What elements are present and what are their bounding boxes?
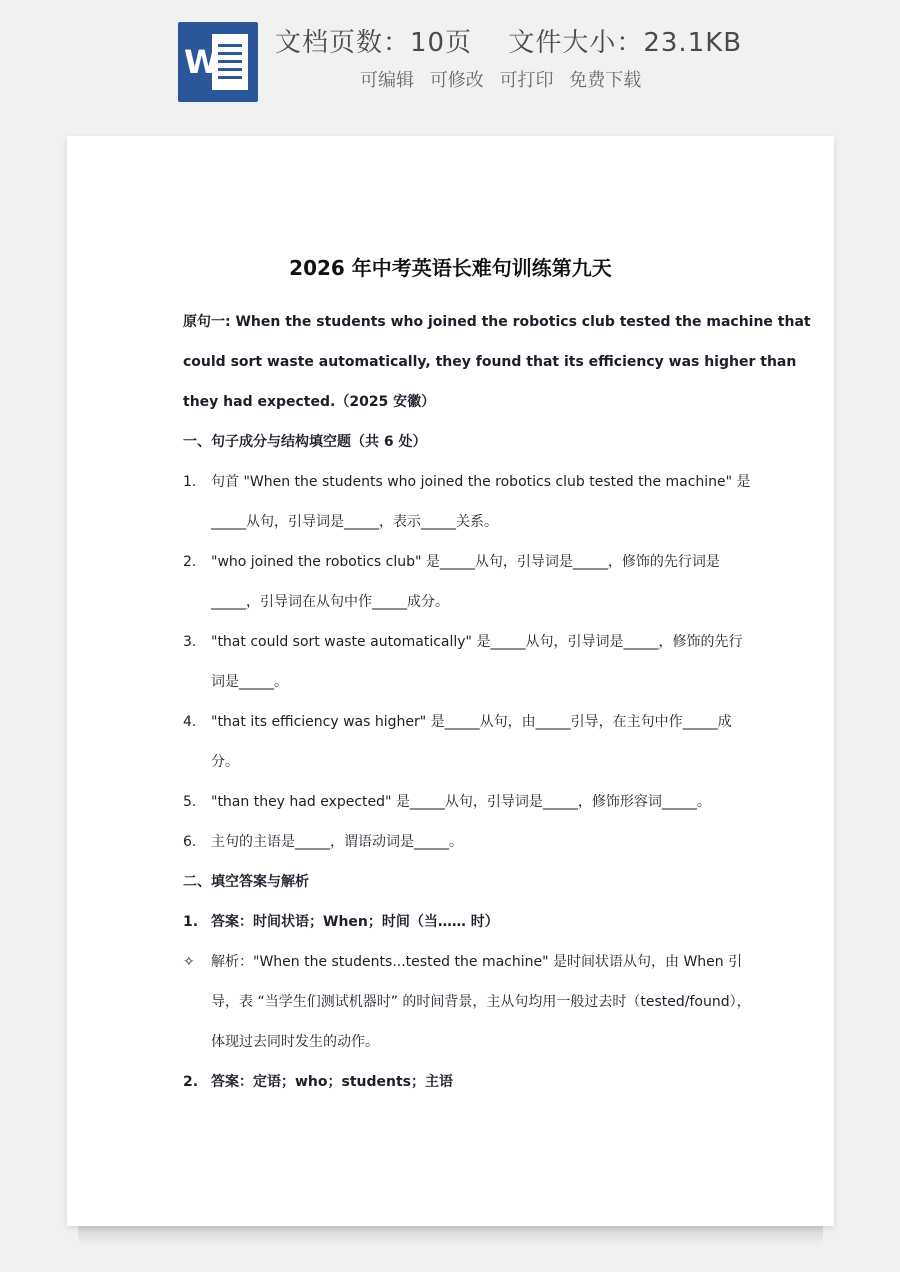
answer-number: 1. [183,914,199,930]
question-number: 3. [183,634,197,650]
question-3-line-1: "that could sort waste automatically" 是_____从句，引导词是_____，修饰的先行 [211,634,743,650]
original-sentence-line-3: they had expected.（2025 安徽） [183,394,436,410]
question-2-line-1: "who joined the robotics club" 是_____从句，引导词是_____，修饰的先行词是 [211,554,720,570]
section-heading-2: 二、填空答案与解析 [183,874,309,890]
tag-free-download: 免费下载 [569,70,642,91]
question-1-line-1: 句首 "When the students who joined the robotics club tested the machine" 是 [211,474,751,490]
analysis-line-3: 体现过去同时发生的动作。 [211,1034,379,1050]
question-2-line-2: _____，引导词在从句中作_____成分。 [211,594,449,610]
question-number: 5. [183,794,197,810]
question-3-line-2: 词是_____。 [211,674,288,690]
word-letter: W [184,43,220,81]
question-4-line-1: "that its efficiency was higher" 是_____从句，由_____引导，在主句中作_____成 [211,714,732,730]
tag-modifiable: 可修改 [429,70,484,91]
answer-number: 2. [183,1074,199,1090]
answer-1: 答案：时间状语；When；时间（当…… 时） [211,914,499,930]
analysis-bullet-icon: ✧ [183,954,195,970]
analysis-line-1: 解析："When the students...tested the machine" 是时间状语从句，由 When 引 [211,954,743,970]
file-info-title: 文档页数：10页 文件大小：23.1KB [275,28,743,58]
question-6-line-1: 主句的主语是_____，谓语动词是_____。 [211,834,463,850]
document-title: 2026 年中考英语长难句训练第九天 [289,256,612,280]
question-1-line-2: _____从句，引导词是_____，表示_____关系。 [211,514,498,530]
question-number: 2. [183,554,197,570]
question-number: 4. [183,714,197,730]
question-number: 1. [183,474,197,490]
analysis-line-2: 导，表 “当学生们测试机器时” 的时间背景，主从句均用一般过去时（tested/found）， [211,994,751,1010]
header-banner [0,0,900,120]
tag-editable: 可编辑 [360,70,414,91]
answer-2: 答案：定语；who；students；主语 [211,1074,454,1090]
word-doc-icon [178,22,258,102]
original-sentence-line-2: could sort waste automatically, they found that its efficiency was higher than [183,354,797,370]
question-5-line-1: "than they had expected" 是_____从句，引导词是_____，修饰形容词_____。 [211,794,711,810]
original-sentence-line-1: 原句一: When the students who joined the robotics club tested the machine that [183,314,811,330]
question-4-line-2: 分。 [211,754,239,770]
file-tags [360,66,860,92]
tag-printable: 可打印 [499,70,554,91]
question-number: 6. [183,834,197,850]
document-page [67,136,834,1226]
section-heading-1: 一、句子成分与结构填空题（共 6 处） [183,434,427,450]
